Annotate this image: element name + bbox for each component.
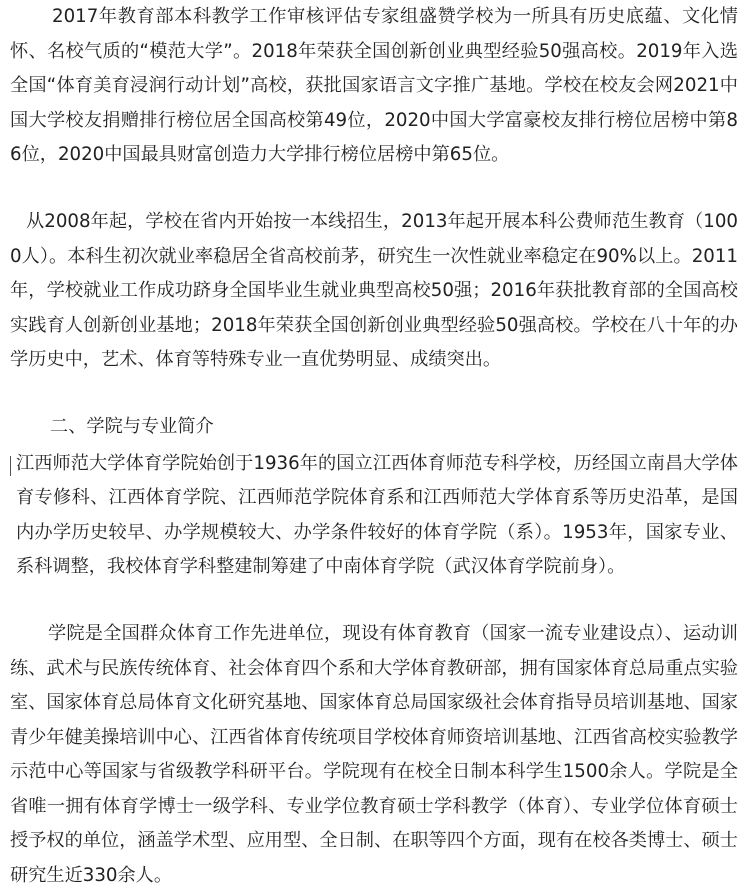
section-heading: 二、学院与专业简介: [50, 415, 214, 437]
paragraph-enrollment-employment: 从2008年起，学校在省内开始按一本线招生，2013年起开展本科公费师范生教育（1000人）。本科生初次就业率稳居全省高校前茅，研究生一次性就业率稳定在90%以上。2011年，学校就业工作成功跻身全国毕业生就业典型高校50强；2016年获批教育部的全国高校实践育人创新创业基地；2018年荣获全国创新创业典型经验50强高校。学校在八十年的办学历史中，艺术、体育等特殊专业一直优势明显、成绩突出。: [10, 210, 738, 371]
article-body: [10, 0, 738, 894]
paragraph-college-platforms: 学院是全国群众体育工作先进单位，现设有体育教育（国家一流专业建设点）、运动训练、武术与民族传统体育、社会体育四个系和大学体育教研部，拥有国家体育总局重点实验室、国家体育总局体育文化研究基地、国家体育总局国家级社会体育指导员培训基地、国家青少年健美操培训中心、江西省体育传统项目学校体育师资培训基地、江西省高校实验教学示范中心等国家与省级教学科研平台。学院现有在校全日制本科学生1500余人。学院是全省唯一拥有体育学博士一级学科、专业学位教育硕士学科教学（体育）、专业学位体育硕士授予权的单位，涵盖学术型、应用型、全日制、在职等四个方面，现有在校各类博士、硕士研究生近330余人。: [10, 622, 738, 887]
paragraph-evaluation-honors: 2017年教育部本科教学工作审核评估专家组盛赞学校为一所具有历史底蕴、文化情怀、名校气质的“模范大学”。2018年荣获全国创新创业典型经验50强高校。2019年入选全国“体育美育浸润行动计划”高校，获批国家语言文字推广基地。学校在校友会网2021中国大学校友捐赠排行榜位居全国高校第49位，2020中国大学富豪校友排行榜位居榜中第86位，2020中国最具财富创造力大学排行榜位居榜中第65位。: [10, 6, 738, 166]
paragraph-college-history: 江西师范大学体育学院始创于1936年的国立江西体育师范专科学校，历经国立南昌大学体育专修科、江西体育学院、江西师范学院体育系和江西师范大学体育系等历史沿革，是国内办学历史较早、办学规模较大、办学条件较好的体育学院（系）。1953年，国家专业、系科调整，我校体育学科整建制筹建了中南体育学院（武汉体育学院前身）。: [10, 447, 738, 585]
